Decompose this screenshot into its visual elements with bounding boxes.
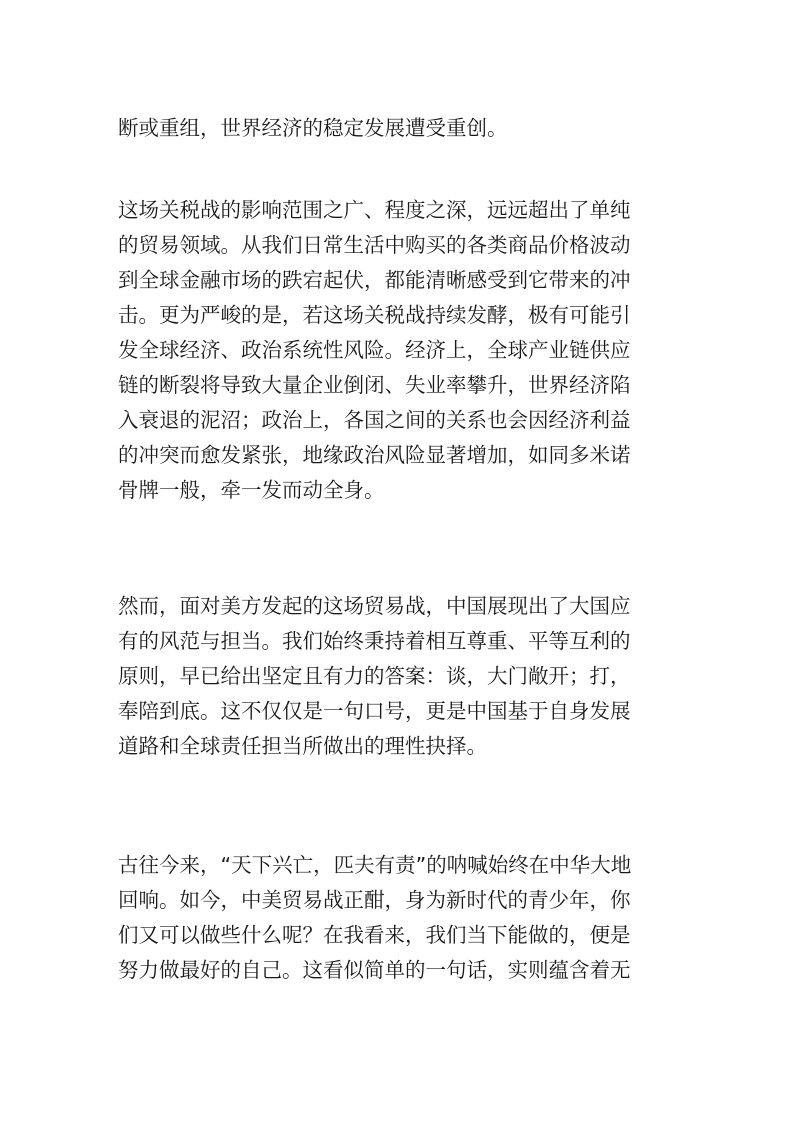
text-line: 到全球金融市场的跌宕起伏，都能清晰感受到它带来的冲 (118, 268, 631, 292)
text-line: 然而，面对美方发起的这场贸易战，中国展现出了大国应 (118, 594, 631, 618)
text-line: 回响。如今，中美贸易战正酣，身为新时代的青少年，你 (118, 888, 631, 912)
paragraph-2 (118, 193, 678, 508)
text-line: 奉陪到底。这不仅仅是一句口号，更是中国基于自身发展 (118, 699, 631, 723)
text-line: 们又可以做些什么呢？在我看来，我们当下能做的，便是 (118, 923, 631, 947)
text-line: 断或重组，世界经济的稳定发展遭受重创。 (118, 116, 508, 140)
text-line: 这场关税战的影响范围之广、程度之深，远远超出了单纯 (118, 198, 631, 222)
text-line: 的贸易领域。从我们日常生活中购买的各类商品价格波动 (118, 233, 631, 257)
paragraph-3 (118, 589, 678, 764)
text-line: 骨牌一般，牵一发而动全身。 (118, 478, 385, 502)
paragraph-1 (118, 111, 678, 146)
text-line: 有的风范与担当。我们始终秉持着相互尊重、平等互利的 (118, 629, 631, 653)
text-line: 的冲突而愈发紧张，地缘政治风险显著增加，如同多米诺 (118, 443, 631, 467)
text-line: 努力做最好的自己。这看似简单的一句话，实则蕴含着无 (118, 958, 631, 982)
text-line: 链的断裂将导致大量企业倒闭、失业率攀升，世界经济陷 (118, 373, 631, 397)
text-line: 古往今来，“天下兴亡，匹夫有责”的呐喊始终在中华大地 (118, 853, 632, 877)
text-line: 道路和全球责任担当所做出的理性抉择。 (118, 734, 487, 758)
text-line: 原则，早已给出坚定且有力的答案：谈，大门敞开；打， (118, 664, 631, 688)
paragraph-4 (118, 848, 678, 988)
text-line: 入衰退的泥沼；政治上，各国之间的关系也会因经济利益 (118, 408, 631, 432)
text-line: 击。更为严峻的是，若这场关税战持续发酵，极有可能引 (118, 303, 631, 327)
text-line: 发全球经济、政治系统性风险。经济上，全球产业链供应 (118, 338, 631, 362)
